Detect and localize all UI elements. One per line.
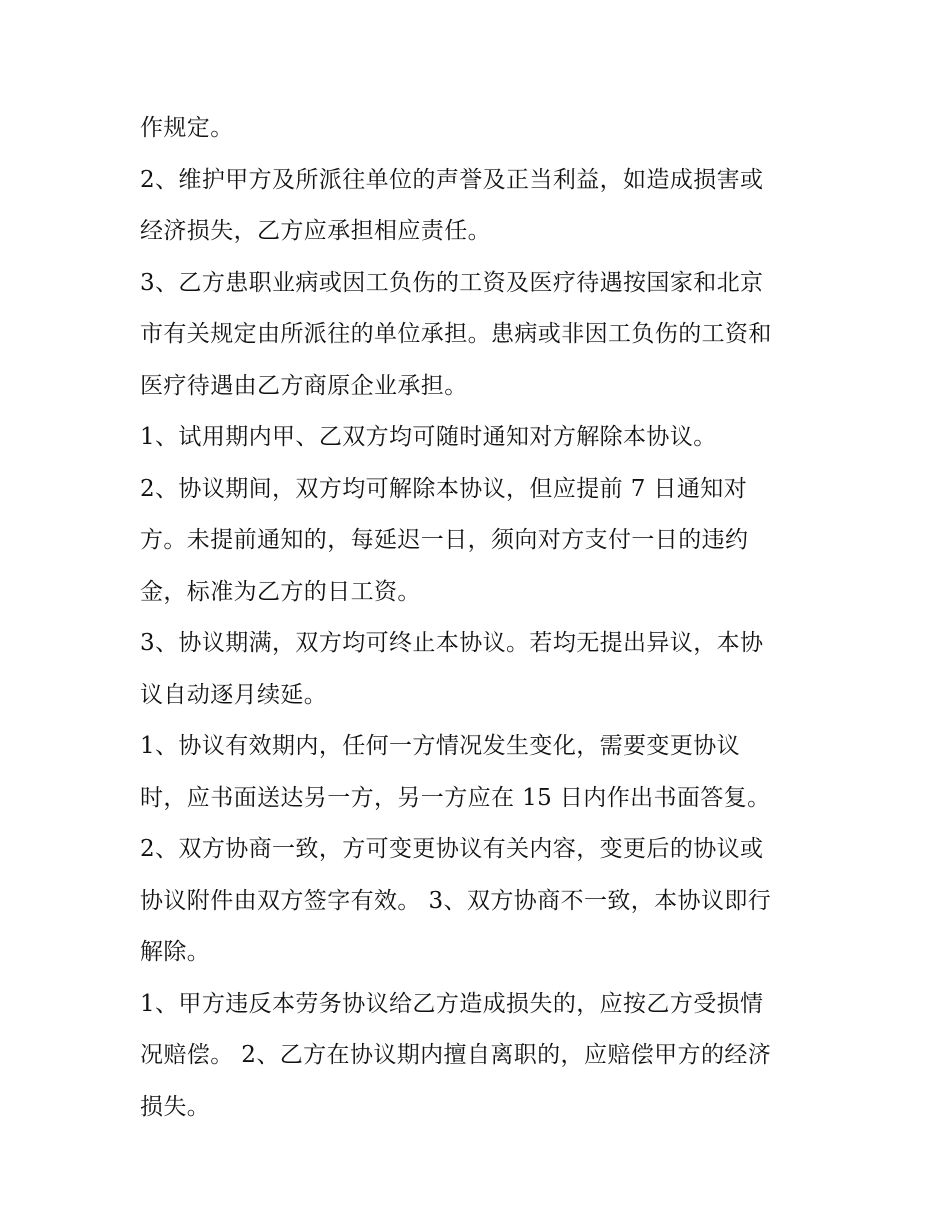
text-line: 况赔偿。 2、乙方在协议期内擅自离职的，应赔偿甲方的经济 [140, 1042, 772, 1068]
text-line: 议自动逐月续延。 [140, 681, 328, 708]
document-body [140, 103, 830, 1133]
text-line: 2、维护甲方及所派往单位的声誉及正当利益，如造成损害或 [140, 166, 764, 193]
text-line: 市有关规定由所派往的单位承担。患病或非因工负伤的工资和 [140, 321, 772, 347]
text-line: 解除。 [140, 939, 211, 965]
text-line: 3、乙方患职业病或因工负伤的工资及医疗待遇按国家和北京 [140, 269, 764, 296]
text-line: 方。未提前通知的，每延迟一日，须向对方支付一日的违约 [140, 527, 749, 553]
text-line: 1、试用期内甲、乙双方均可随时通知对方解除本协议。 [140, 424, 717, 450]
text-line: 时，应书面送达另一方，另一方应在 15 日内作出书面答复。 [140, 784, 771, 811]
text-line: 协议附件由双方签字有效。 3、双方协商不一致，本协议即行 [140, 887, 772, 914]
text-line: 经济损失，乙方应承担相应责任。 [140, 218, 491, 244]
text-line: 损失。 [140, 1093, 211, 1120]
text-line: 作规定。 [140, 115, 234, 141]
text-line: 1、协议有效期内，任何一方情况发生变化，需要变更协议 [140, 733, 741, 759]
text-line: 3、协议期满，双方均可终止本协议。若均无提出异议，本协 [140, 630, 764, 656]
text-line: 1、甲方违反本劳务协议给乙方造成损失的，应按乙方受损情 [140, 990, 764, 1017]
text-line: 2、双方协商一致，方可变更协议有关内容，变更后的协议或 [140, 836, 764, 862]
text-line: 医疗待遇由乙方商原企业承担。 [140, 372, 468, 399]
text-line: 2、协议期间，双方均可解除本协议，但应提前 7 日通知对 [140, 475, 748, 502]
text-line: 金，标准为乙方的日工资。 [140, 578, 421, 605]
